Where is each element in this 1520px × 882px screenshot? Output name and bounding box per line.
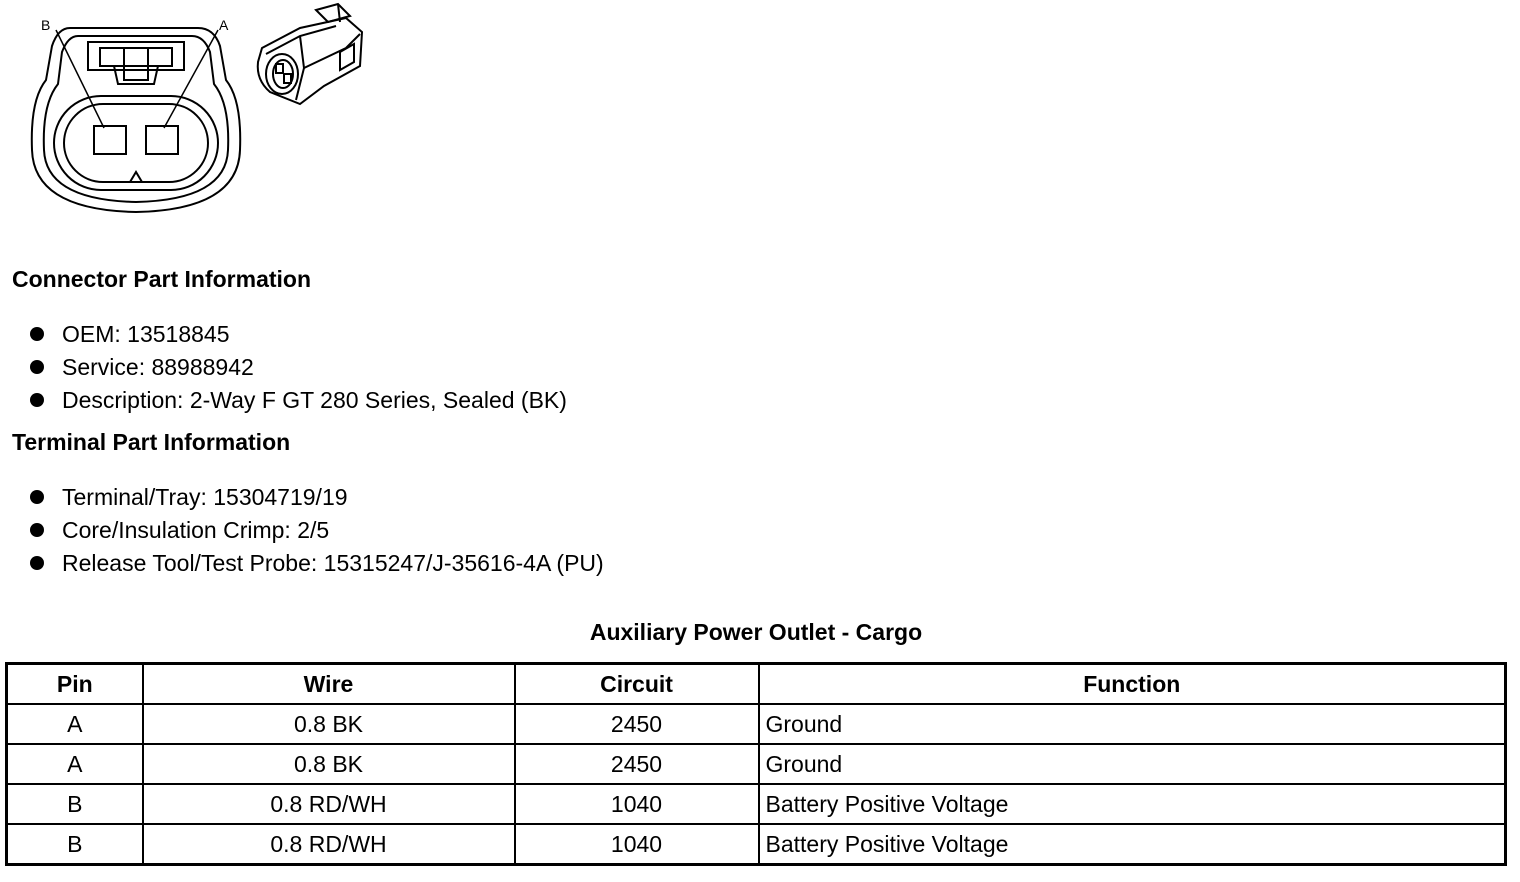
- table-title: Auxiliary Power Outlet - Cargo: [589, 619, 923, 645]
- pin-label-b: B: [41, 17, 51, 33]
- list-item: [30, 351, 567, 384]
- table-row: [7, 824, 1506, 865]
- cell-function: Ground: [759, 704, 1506, 744]
- cell-wire: 0.8 RD/WH: [143, 824, 515, 865]
- connector-face-view: [32, 28, 240, 212]
- terminal-part-info-list: [30, 481, 604, 580]
- connector-3d-view: [258, 4, 362, 104]
- connector-diagram: [0, 0, 380, 220]
- cell-circuit: 1040: [515, 784, 759, 824]
- pinout-table: [5, 662, 1507, 866]
- list-item-text: Description: 2-Way F GT 280 Series, Sealed (BK): [62, 387, 567, 413]
- cell-pin: A: [7, 704, 143, 744]
- pin-label-a: A: [219, 17, 229, 33]
- cell-wire: 0.8 RD/WH: [143, 784, 515, 824]
- cell-function: Battery Positive Voltage: [759, 784, 1506, 824]
- cell-circuit: 2450: [515, 744, 759, 784]
- table-row: [7, 704, 1506, 744]
- cell-wire: 0.8 BK: [143, 744, 515, 784]
- column-header-circuit: Circuit: [515, 664, 759, 705]
- list-item-text: Terminal/Tray: 15304719/19: [62, 484, 348, 510]
- list-item-text: Service: 88988942: [62, 354, 254, 380]
- cavity-b: [94, 126, 126, 154]
- cell-pin: B: [7, 784, 143, 824]
- list-item: [30, 481, 604, 514]
- terminal-part-info-heading: Terminal Part Information: [12, 429, 291, 455]
- list-item: [30, 514, 604, 547]
- list-item-text: Core/Insulation Crimp: 2/5: [62, 517, 330, 543]
- cell-circuit: 2450: [515, 704, 759, 744]
- bullet-icon: [30, 327, 44, 341]
- cavity-a: [146, 126, 178, 154]
- bullet-icon: [30, 490, 44, 504]
- column-header-pin: Pin: [7, 664, 143, 705]
- cell-pin: B: [7, 824, 143, 865]
- list-item: [30, 384, 567, 417]
- connector-part-info-heading: Connector Part Information: [12, 266, 312, 292]
- cell-pin: A: [7, 744, 143, 784]
- connector-part-info-list: [30, 318, 567, 417]
- list-item-text: Release Tool/Test Probe: 15315247/J-35616-4A (PU): [62, 550, 604, 576]
- cell-circuit: 1040: [515, 824, 759, 865]
- table-row: [7, 744, 1506, 784]
- bullet-icon: [30, 556, 44, 570]
- cell-function: Ground: [759, 744, 1506, 784]
- column-header-function: Function: [759, 664, 1506, 705]
- list-item-text: OEM: 13518845: [62, 321, 230, 347]
- bullet-icon: [30, 393, 44, 407]
- cell-function: Battery Positive Voltage: [759, 824, 1506, 865]
- table-header-row: [7, 664, 1506, 705]
- list-item: [30, 318, 567, 351]
- table-row: [7, 784, 1506, 824]
- bullet-icon: [30, 523, 44, 537]
- list-item: [30, 547, 604, 580]
- column-header-wire: Wire: [143, 664, 515, 705]
- cell-wire: 0.8 BK: [143, 704, 515, 744]
- bullet-icon: [30, 360, 44, 374]
